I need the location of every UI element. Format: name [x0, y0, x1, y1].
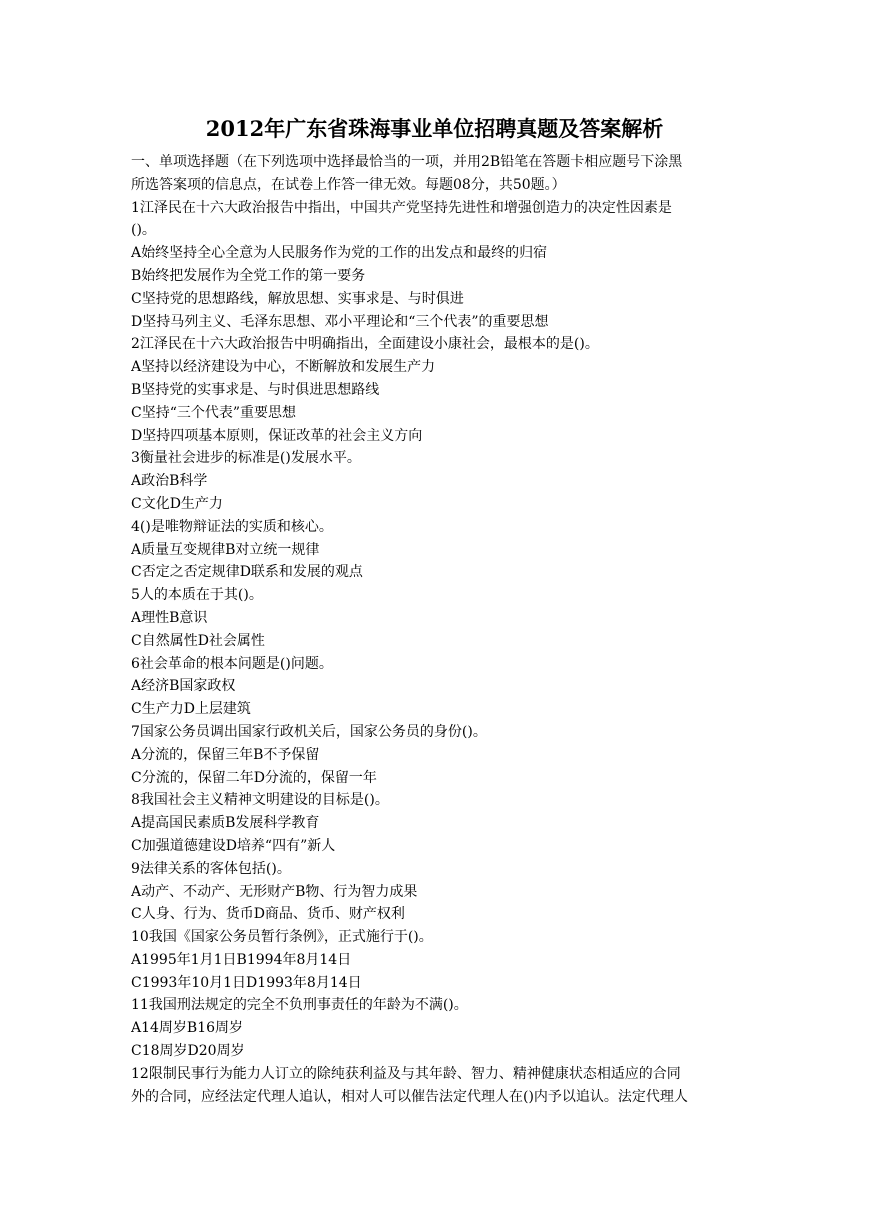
text-line: 2江泽民在十六大政治报告中明确指出，全面建设小康社会，最根本的是()。 — [131, 336, 599, 353]
text-line: C18周岁D20周岁 — [131, 1043, 245, 1060]
text-line: 一、单项选择题（在下列选项中选择最恰当的一项，并用2B铅笔在答题卡相应题号下涂黑 — [131, 154, 683, 170]
text-line: A动产、不动产、无形财产B物、行为智力成果 — [131, 883, 418, 900]
text-line: 11我国刑法规定的完全不负刑事责任的年龄为不满()。 — [131, 997, 468, 1014]
text-line: 所选答案项的信息点，在试卷上作答一律无效。每题08分，共50题。） — [131, 176, 566, 193]
text-line: B始终把发展作为全党工作的第一要务 — [131, 267, 366, 284]
text-line: C分流的，保留二年D分流的，保留一年 — [131, 769, 377, 786]
document-title: 2012年广东省珠海事业单位招聘真题及答案解析 — [205, 116, 664, 141]
text-line: A坚持以经济建设为中心，不断解放和发展生产力 — [131, 359, 436, 376]
text-line: C人身、行为、货币D商品、货币、财产权利 — [131, 906, 405, 923]
text-line: A提高国民素质B发展科学教育 — [131, 815, 320, 832]
text-line: A理性B意识 — [131, 609, 208, 626]
text-line: A14周岁B16周岁 — [131, 1020, 244, 1037]
text-line: B坚持党的实事求是、与时俱进思想路线 — [131, 381, 380, 398]
text-line: A政治B科学 — [131, 473, 208, 490]
text-line: ()。 — [131, 222, 156, 239]
text-line: 6社会革命的根本问题是()问题。 — [131, 655, 333, 672]
text-line: C生产力D上层建筑 — [131, 701, 251, 718]
text-line: 外的合同，应经法定代理人追认，相对人可以催告法定代理人在()内予以追认。法定代理人 — [131, 1088, 688, 1105]
text-line: A分流的，保留三年B不予保留 — [131, 746, 320, 763]
text-line: C1993年10月1日D1993年8月14日 — [131, 974, 362, 991]
text-line: 4()是唯物辩证法的实质和核心。 — [131, 518, 333, 535]
text-line: A质量互变规律B对立统一规律 — [131, 541, 320, 558]
text-line: A经济B国家政权 — [131, 678, 236, 695]
text-line: C坚持党的思想路线，解放思想、实事求是、与时俱进 — [131, 290, 464, 307]
text-line: 1江泽民在十六大政治报告中指出，中国共产党坚持先进性和增强创造力的决定性因素是 — [131, 199, 672, 216]
text-line: A始终坚持全心全意为人民服务作为党的工作的出发点和最终的归宿 — [131, 245, 548, 262]
text-line: 8我国社会主义精神文明建设的目标是()。 — [131, 792, 389, 809]
text-line: D坚持四项基本原则，保证改革的社会主义方向 — [131, 427, 423, 444]
text-line: D坚持马列主义、毛泽东思想、邓小平理论和“三个代表”的重要思想 — [131, 313, 549, 330]
text-line: 9法律关系的客体包括()。 — [131, 860, 291, 877]
text-line: C加强道德建设D培养“四有”新人 — [131, 837, 336, 854]
text-line: C否定之否定规律D联系和发展的观点 — [131, 564, 363, 581]
text-line: 3衡量社会进步的标准是()发展水平。 — [131, 450, 361, 467]
text-line: 5人的本质在于其()。 — [131, 587, 263, 604]
text-line: 7国家公务员调出国家行政机关后，国家公务员的身份()。 — [131, 723, 487, 740]
text-line: C文化D生产力 — [131, 495, 223, 512]
text-line: C自然属性D社会属性 — [131, 632, 265, 649]
document-body — [131, 151, 741, 1108]
text-line: 12限制民事行为能力人订立的除纯获利益及与其年龄、智力、精神健康状态相适应的合同 — [131, 1065, 681, 1082]
text-line: A1995年1月1日B1994年8月14日 — [131, 951, 352, 968]
text-line: 10我国《国家公务员暂行条例》，正式施行于()。 — [131, 929, 433, 946]
text-line: C坚持“三个代表”重要思想 — [131, 404, 297, 421]
